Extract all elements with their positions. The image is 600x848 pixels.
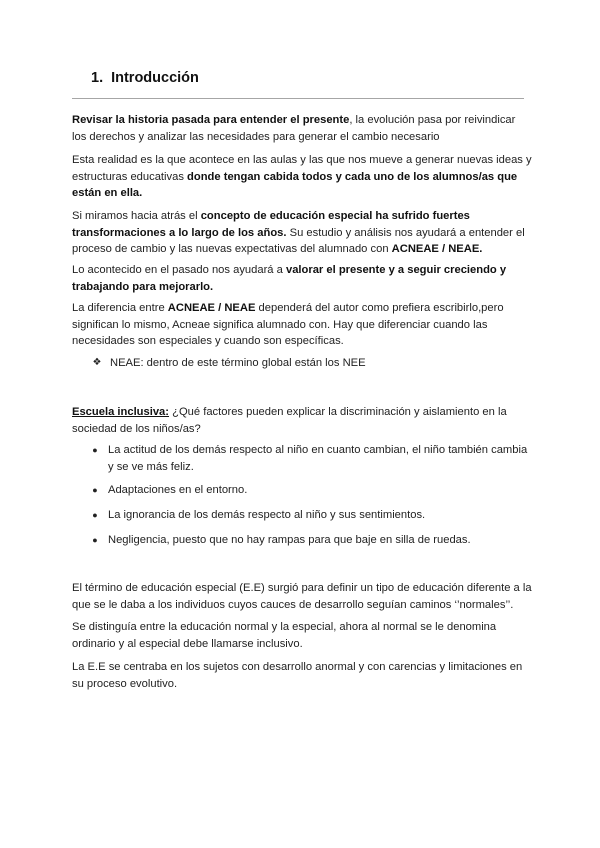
- factor-text: La ignorancia de los demás respecto al niño y sus sentimientos.: [108, 509, 426, 521]
- factor-list-item: [88, 507, 528, 524]
- paragraph-inclusive-school: [72, 404, 532, 437]
- paragraph-distinction: Se distinguía entre la educación normal y la especial, ahora al normal se le denomina ordinario y al especial debe llamarse inclusivo.: [72, 621, 497, 650]
- neae-bullet-text: NEAE: dentro de este término global están los NEE: [110, 357, 366, 369]
- reality-bold-text: donde tengan cabida todos y cada uno de los alumnos/as que están en ella.: [72, 170, 518, 199]
- concept-text-2: Su estudio y análisis nos ayudará a entender el proceso de cambio y las nuevas expectativas del alumnado con: [72, 226, 525, 255]
- dot-bullet-icon: ●: [92, 485, 98, 495]
- paragraph-history: [72, 112, 532, 145]
- section-title: Introducción: [111, 70, 199, 86]
- reality-text: Esta realidad es la que acontece en las aulas y las que nos mueve a generar nuevas ideas y estructuras educativas: [72, 154, 532, 183]
- concept-text-1: Si miramos hacia atrás el: [72, 210, 201, 222]
- neae-bullet-item: [90, 355, 530, 372]
- difference-bold-text: ACNEAE / NEAE: [167, 302, 256, 314]
- history-bold-text: Revisar la historia pasada para entender el presente: [72, 114, 350, 126]
- heading-divider: [72, 98, 524, 99]
- dot-bullet-icon: ●: [92, 535, 98, 545]
- inclusive-school-question: ¿Qué factores pueden explicar la discriminación y aislamiento en la sociedad de los niños/as?: [72, 406, 507, 435]
- factor-text: La actitud de los demás respecto al niño en cuanto cambian, el niño también cambia y se ve más feliz.: [108, 444, 528, 473]
- paragraph-past: [72, 262, 532, 295]
- factor-list-item: [88, 442, 528, 475]
- factor-list-item: [88, 532, 528, 549]
- section-number: 1.: [91, 70, 104, 86]
- inclusive-school-label: Escuela inclusiva:: [72, 406, 170, 418]
- past-bold-text: valorar el presente y a seguir creciendo y trabajando para mejorarlo.: [72, 264, 507, 293]
- paragraph-focus: La E.E se centraba en los sujetos con desarrollo anormal y con carencias y limitaciones en su proceso evolutivo.: [72, 661, 523, 690]
- paragraph-concept: [72, 208, 532, 258]
- paragraph-difference: [72, 300, 532, 350]
- past-text: Lo acontecido en el pasado nos ayudará a: [72, 264, 286, 276]
- factor-text: Negligencia, puesto que no hay rampas para que baje en silla de ruedas.: [108, 534, 471, 546]
- diamond-bullet-icon: ❖: [92, 357, 102, 368]
- factor-list-item: [88, 482, 528, 499]
- difference-text-2: dependerá del autor como prefiera escribirlo,pero significan lo mismo, Acneae significa alumnado con. Hay que diferenciar cuando las necesidades son especiales y cuando son específicas.: [72, 302, 504, 347]
- section-heading: [91, 70, 199, 86]
- paragraph-special-education: El término de educación especial (E.E) surgió para definir un tipo de educación diferente a la que se le daba a los individuos cuyos cauces de desarrollo seguían caminos ‘’normales’’.: [72, 582, 532, 611]
- dot-bullet-icon: ●: [92, 445, 98, 455]
- concept-bold-text-1: concepto de educación especial ha sufrido fuertes transformaciones a lo largo de los años.: [72, 210, 470, 239]
- concept-bold-text-2: ACNEAE / NEAE.: [391, 243, 483, 255]
- dot-bullet-icon: ●: [92, 510, 98, 520]
- factor-text: Adaptaciones en el entorno.: [108, 484, 248, 496]
- paragraph-reality: [72, 152, 532, 202]
- history-text: , la evolución pasa por reivindicar los derechos y analizar las necesidades para generar el cambio necesario: [72, 114, 516, 143]
- difference-text-1: La diferencia entre: [72, 302, 168, 314]
